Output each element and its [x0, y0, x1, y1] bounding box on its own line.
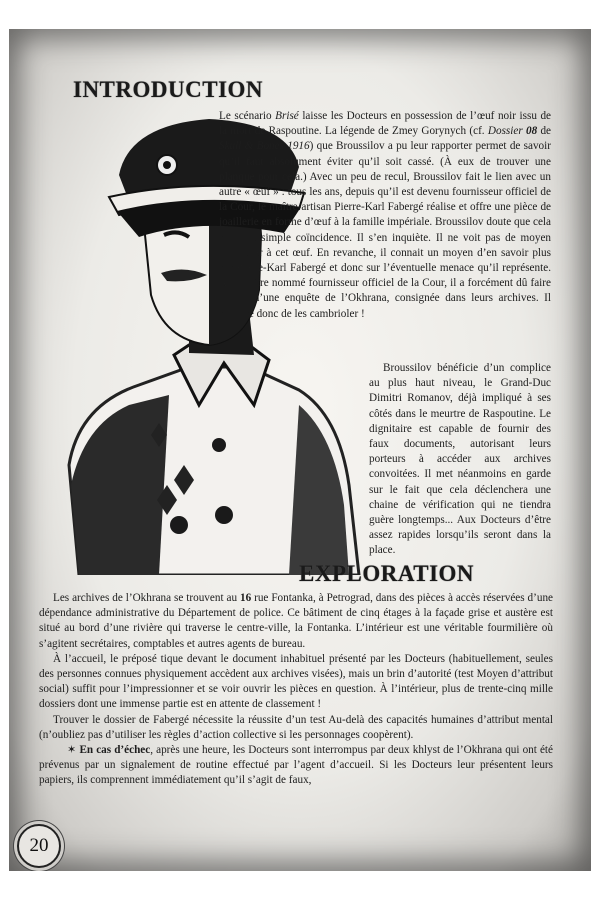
heading-exploration: EXPLORATION: [299, 561, 475, 586]
intro-paragraph-2: Broussilov bénéficie d’un complice au plus haut niveau, le Grand-Duc Dimitri Romanov, déjà impliqué à ses côtés dans le meurtre de Raspoutine. Le dignitaire est capable de fournir des faux documents, autorisant leurs porteurs à accéder aux archives convoitées. Il met néanmoins en garde sur le fait que cela déclenchera une chaine de vérification qui ne tiendra guère longtemps... Aux Docteurs d’être assez rapides lorsqu’ils seront dans la place.: [369, 362, 551, 557]
exploration-section: [39, 591, 553, 789]
page-number-badge: 20: [17, 824, 61, 868]
exploration-paragraph-3: Trouver le dossier de Fabergé nécessite la réussite d’un test Au-delà des capacités humaines d’attribut mental (n’oubliez pas d’utiliser les règles d’action collective si les personnages coopèrent).: [39, 713, 553, 741]
exploration-paragraph-2: À l’accueil, le préposé tique devant le document inhabituel présenté par les Docteurs (habituellement, seules des personnes connues physiquement accèdent aux archives visées), mais un brin d’autorité (test Moyen d’attribut social) suffit pour l’impressionner et se voir ouvrir les pièces en question. À l’intérieur, plus de trente-cinq mille dossiers dont une immense partie est en attente de classement !: [39, 652, 553, 711]
exploration-paragraph-4: ✶ En cas d’échec, après une heure, les Docteurs sont interrompus par deux khlyst de l’Okhrana qui ont été prévenus par un signalement de routine effectué par l’agent d’accueil. Si les Docteurs leur présentent leurs papiers, ils comprennent immédiatement qu’il s’agit de faux,: [39, 744, 553, 787]
document-page: [9, 29, 591, 871]
bullet-star-icon: ✶: [67, 744, 77, 757]
intro-paragraph-1: Le scénario Brisé laisse les Docteurs en possession de l’œuf noir issu de la mort de Raspoutine. La légende de Zmey Gorynych (cf. Dossier 08 de Skull & Bones 1916) que Broussilov a pu leur rapporter permet de savoir qu’il faut absolument éviter qu’il soit cassé. (À eux de trouver une planque pour cela.) Avec un peu de recul, Broussilov fait le lien avec un autre « œuf » : tous les ans, depuis qu’il est devenu fournisseur officiel de la Cour, le maître-artisan Pierre-Karl Fabergé réalise et offre une pièce de joaillerie en forme d’œuf à la famille impériale. Broussilov doute que cela soit une simple coïncidence. Il s’en inquiète. Il ne voit pas de moyen d’accéder à cet œuf. En revanche, il connait un moyen d’en savoir plus sur Pierre-Karl Fabergé et donc sur l’éventuelle menace qu’il représente. Afin d’être nommé fournisseur officiel de la Cour, il a forcément dû faire l’objet d’une enquête de l’Okhrana, consignée dans leurs archives. Il suggère donc de les cambrioler !: [219, 110, 552, 320]
heading-introduction: INTRODUCTION: [73, 77, 264, 102]
exploration-paragraph-1: Les archives de l’Okhrana se trouvent au 16 rue Fontanka, à Petrograd, dans des pièces à accès réservées d’une dépendance administrative du Département de police. Ce bâtiment de cinq étages à la façade grise et austère est situé au bord d’une rivière qui traverse le centre-ville, la Fontanka. L’intérieur est une véritable fourmilière où s’agitent secrétaires, comptables et autres agents de bureau.: [39, 592, 553, 650]
